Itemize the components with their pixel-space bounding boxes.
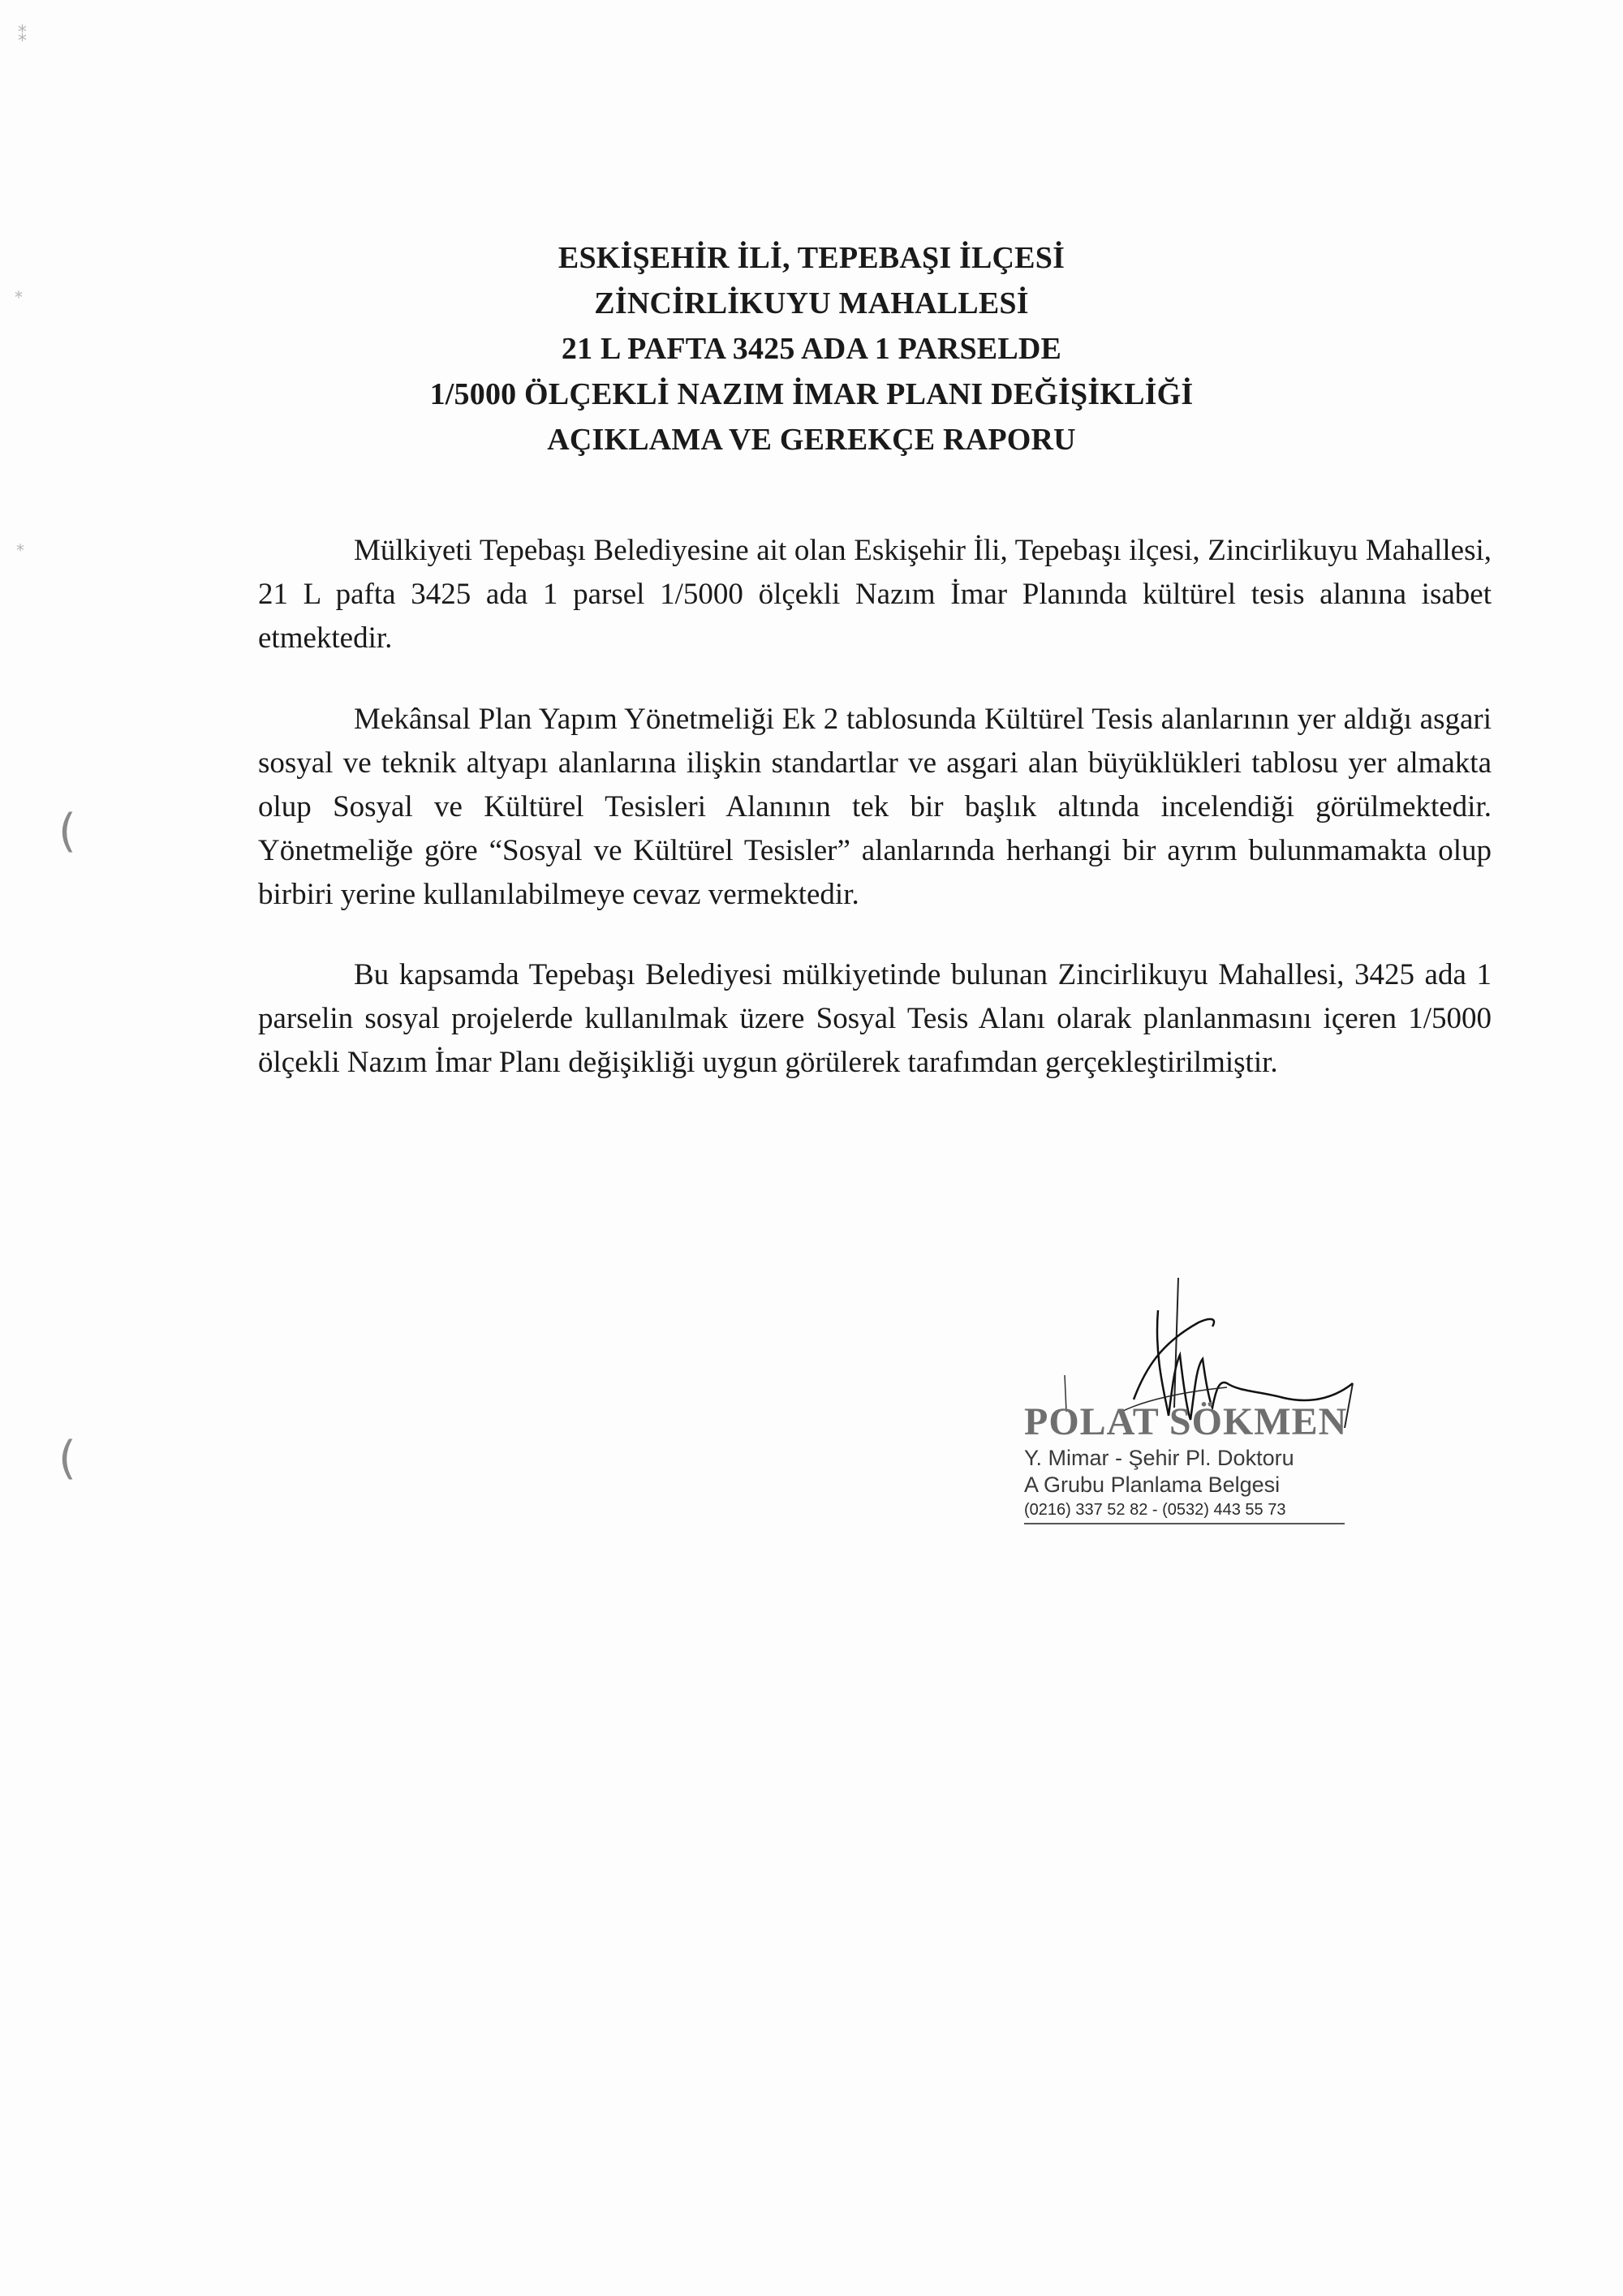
scan-speck: ⁎ — [16, 535, 24, 555]
document-title — [0, 235, 1623, 462]
title-line-province: ESKİŞEHİR İLİ, TEPEBAŞI İLÇESİ — [558, 241, 1065, 275]
stamp-title: Y. Mimar - Şehir Pl. Doktoru — [1024, 1446, 1294, 1470]
title-line-plan: 1/5000 ÖLÇEKLİ NAZIM İMAR PLANI DEĞİŞİKLİĞİ — [429, 377, 1194, 411]
title-line-neighborhood: ZİNCİRLİKUYU MAHALLESİ — [594, 286, 1029, 320]
punch-hole-mark: ( — [58, 1432, 76, 1485]
punch-hole-mark: ( — [58, 805, 76, 858]
title-line-parcel: 21 L PAFTA 3425 ADA 1 PARSELDE — [561, 332, 1062, 366]
stamp-certificate: A Grubu Planlama Belgesi — [1024, 1473, 1281, 1497]
signature-block — [1024, 1278, 1381, 1554]
paragraph-regulation: Mekânsal Plan Yapım Yönetmeliği Ek 2 tablosunda Kültürel Tesis alanlarının yer aldığı asgari sosyal ve teknik altyapı alanlarına ilişkin standartlar ve asgari alan büyüklükleri tablosu yer almakta olup Sosyal ve Kültürel Tesisleri Alanının tek bir başlık altında incelendiği görülmektedir. Yönetmeliğe göre “Sosyal ve Kültürel Tesisler” alanlarında herhangi bir ayrım bulunmamakta olup birbiri yerine kullanılabilmeye cevaz vermektedir. — [258, 703, 1492, 911]
scan-speck: ⁎ — [15, 282, 23, 302]
title-line-report: AÇIKLAMA VE GEREKÇE RAPORU — [547, 423, 1076, 457]
stamp-name: POLAT SÖKMEN — [1024, 1400, 1348, 1443]
stamp-phone: (0216) 337 52 82 - (0532) 443 55 73 — [1024, 1498, 1345, 1524]
paragraph-conclusion: Bu kapsamda Tepebaşı Belediyesi mülkiyetinde bulunan Zincirlikuyu Mahallesi, 3425 ada 1 parselin sosyal projelerde kullanılmak üzere Sosyal Tesis Alanı olarak planlanmasını içeren 1/5000 ölçekli Nazım İmar Planı değişikliği uygun görülerek tarafımdan gerçekleştirilmiştir. — [258, 958, 1492, 1079]
paragraph-ownership: Mülkiyeti Tepebaşı Belediyesine ait olan Eskişehir İli, Tepebaşı ilçesi, Zincirlikuyu Mahallesi, 21 L pafta 3425 ada 1 parsel 1/5000 ölçekli Nazım İmar Planında kültürel tesis alanına isabet etmektedir. — [258, 534, 1492, 655]
official-stamp — [1024, 1400, 1365, 1524]
scan-speck: ⁑ — [18, 26, 27, 46]
